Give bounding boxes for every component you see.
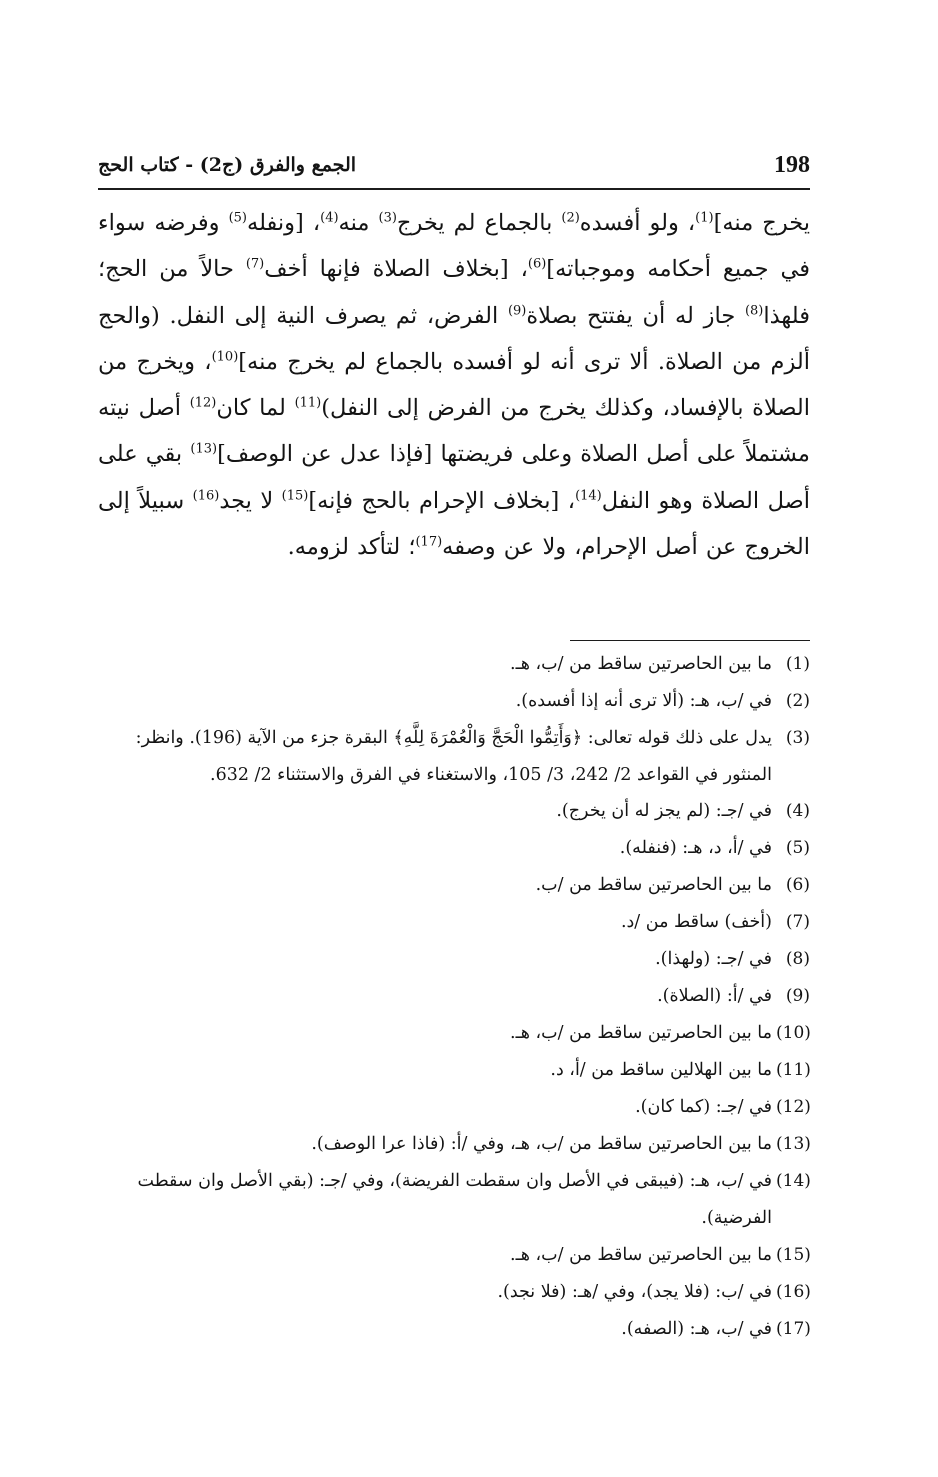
body-text-segment: بالجماع لم يخرج (396, 210, 562, 236)
body-text-segment: سبيلاً إلى الخروج عن أصل الإحرام، ولا عن وصفه (98, 487, 810, 561)
footnote-number: (6) (785, 875, 810, 896)
footnote-item (98, 830, 810, 867)
body-text-segment: لما كان (216, 395, 295, 422)
body-text-segment: منه (338, 210, 379, 236)
body-text-segment: يخرج منه] (713, 210, 811, 236)
body-text-segment: ، [ونفله (247, 210, 321, 236)
body-text-segment: ؛ لتأكد لزومه. (287, 534, 416, 561)
footnote-text: في /ب: (فلا يجد)، وفي /هـ: (فلا نجد). (497, 1281, 772, 1302)
footnote-text: في /جـ: (ولهذا). (655, 949, 772, 970)
footnotes-list (98, 646, 810, 1348)
footnote-text: ما بين الحاصرتين ساقط من /ب. (535, 875, 772, 896)
footnote-number: (8) (785, 949, 810, 970)
footnote-number: (1) (785, 654, 810, 674)
header-rule (98, 188, 810, 190)
footnote-reference: (8) (744, 303, 764, 319)
body-text-segment: بقي على أصل الصلاة وهو النفل (98, 441, 811, 514)
footnote-text: في /أ، د، هـ: (فنفله). (619, 838, 772, 859)
footnote-item (98, 1163, 810, 1236)
footnote-text: ما بين الحاصرتين ساقط من /ب، هـ. (510, 1023, 772, 1044)
footnote-item (98, 978, 810, 1015)
body-text-segment: ، ويخرج من الصلاة بالإفساد، وكذلك يخرج من الفرض إلى النفل) (98, 348, 810, 422)
footnote-number: (13) (776, 1134, 811, 1155)
footnote-text: في /أ: (الصلاة). (657, 986, 772, 1007)
body-text-segment: ، ولو أفسده (579, 210, 696, 236)
footnote-item (98, 683, 810, 720)
footnote-reference: (15) (281, 488, 309, 504)
footnote-reference: (6) (527, 256, 547, 272)
footnote-item (98, 904, 810, 941)
body-text-segment: الفرض، ثم يصرف النية إلى النفل. (والحج ألزم من الصلاة. ألا ترى أنه لو أفسده بالجماع لم يخرج منه] (98, 302, 810, 375)
footnote-reference: (3) (378, 210, 397, 226)
body-text-segment: ، [بخلاف الإحرام بالحج فإنه] (308, 487, 576, 514)
footnote-item (98, 941, 810, 978)
footnote-number: (5) (785, 838, 810, 859)
footnote-item (98, 1311, 810, 1348)
footnote-number: (16) (776, 1281, 811, 1302)
body-text-segment: حالاً من الحج؛ فلهذا (98, 256, 811, 329)
footnote-number: (2) (785, 691, 810, 711)
footnote-number: (9) (785, 986, 810, 1007)
footnote-text: في /ب، هـ: (الصفه). (621, 1318, 772, 1339)
body-paragraph (98, 200, 810, 570)
footnote-number: (17) (776, 1318, 811, 1339)
footnote-number: (15) (776, 1244, 811, 1265)
page-header (98, 148, 810, 188)
footnote-item (98, 1126, 810, 1163)
footnote-item (98, 1052, 810, 1089)
footnote-text: ما بين الحاصرتين ساقط من /ب، هـ. (510, 654, 772, 674)
footnote-text: ما بين الهلالين ساقط من /أ، د. (550, 1060, 772, 1081)
footnote-reference: (11) (294, 395, 322, 411)
footnote-reference: (7) (245, 256, 265, 272)
footnote-reference: (1) (695, 210, 714, 226)
footnote-text: في /ب، هـ: (ألا ترى أنه إذا أفسده). (515, 691, 772, 711)
footnote-item (98, 867, 810, 904)
footnote-number: (14) (776, 1171, 811, 1192)
footnote-number: (7) (785, 912, 810, 933)
body-text-segment: وفرضه سواء في جميع أحكامه وموجباته] (98, 210, 810, 283)
footnote-number: (3) (785, 728, 810, 748)
body-text-segment: ، [بخلاف الصلاة فإنها أخف (264, 256, 528, 283)
footnote-text: في /جـ: (لم يجز له أن يخرج). (556, 801, 772, 822)
footnote-number: (11) (776, 1060, 811, 1081)
footnote-text: ما بين الحاصرتين ساقط من /ب، هـ. (510, 1244, 772, 1265)
footnote-text: في /جـ: (كما كان). (635, 1097, 772, 1118)
footnote-reference: (9) (507, 303, 527, 319)
footnote-number: (12) (776, 1097, 811, 1118)
footnote-item (98, 1274, 810, 1311)
footnote-reference: (12) (189, 395, 217, 411)
footnote-reference: (10) (211, 349, 239, 365)
body-text-segment: لا يجد (219, 487, 282, 514)
footnote-reference: (2) (561, 210, 580, 226)
body-text-segment: أصل نيته مشتملاً على أصل الصلاة وعلى فريضتها [فإذا عدل عن الوصف] (98, 395, 810, 468)
footnote-reference: (5) (228, 210, 248, 226)
footnote-text: (أخف) ساقط من /د. (620, 912, 772, 933)
footnote-item (98, 646, 810, 683)
footnote-reference: (13) (190, 441, 218, 457)
footnote-separator (570, 640, 810, 641)
page-number: 198 (774, 152, 810, 178)
footnote-reference: (16) (192, 488, 220, 504)
footnote-text: في /ب، هـ: (فيبقى في الأصل وان سقطت الفريضة)، وفي /جـ: (بقي الأصل وان سقطت الفرضية). (137, 1171, 772, 1229)
footnote-item (98, 720, 810, 793)
footnote-item (98, 793, 810, 830)
footnote-item (98, 1015, 810, 1052)
footnote-reference: (17) (415, 534, 443, 550)
footnote-text: يدل على ذلك قوله تعالى: ﴿وَأَتِمُّوا الْحَجَّ وَالْعُمْرَةَ لِلَّهِ﴾ البقرة جزء من الآية (196). وانظر: المنثور في القواعد 2/ 242، 3/ 105، والاستغناء في الفرق والاستثناء 2/ 632. (135, 728, 772, 785)
footnote-item (98, 1089, 810, 1126)
footnote-text: ما بين الحاصرتين ساقط من /ب، هـ، وفي /أ: (فاذا عرا الوصف). (311, 1134, 772, 1155)
footnote-number: (4) (785, 801, 810, 822)
body-text-segment: جاز له أن يفتتح بصلاة (526, 302, 745, 329)
footnote-number: (10) (776, 1023, 811, 1044)
footnote-reference: (14) (575, 488, 602, 504)
running-title: الجمع والفرق (ج2) - كتاب الحج (98, 154, 357, 176)
footnote-item (98, 1237, 810, 1274)
footnote-reference: (4) (320, 210, 339, 226)
